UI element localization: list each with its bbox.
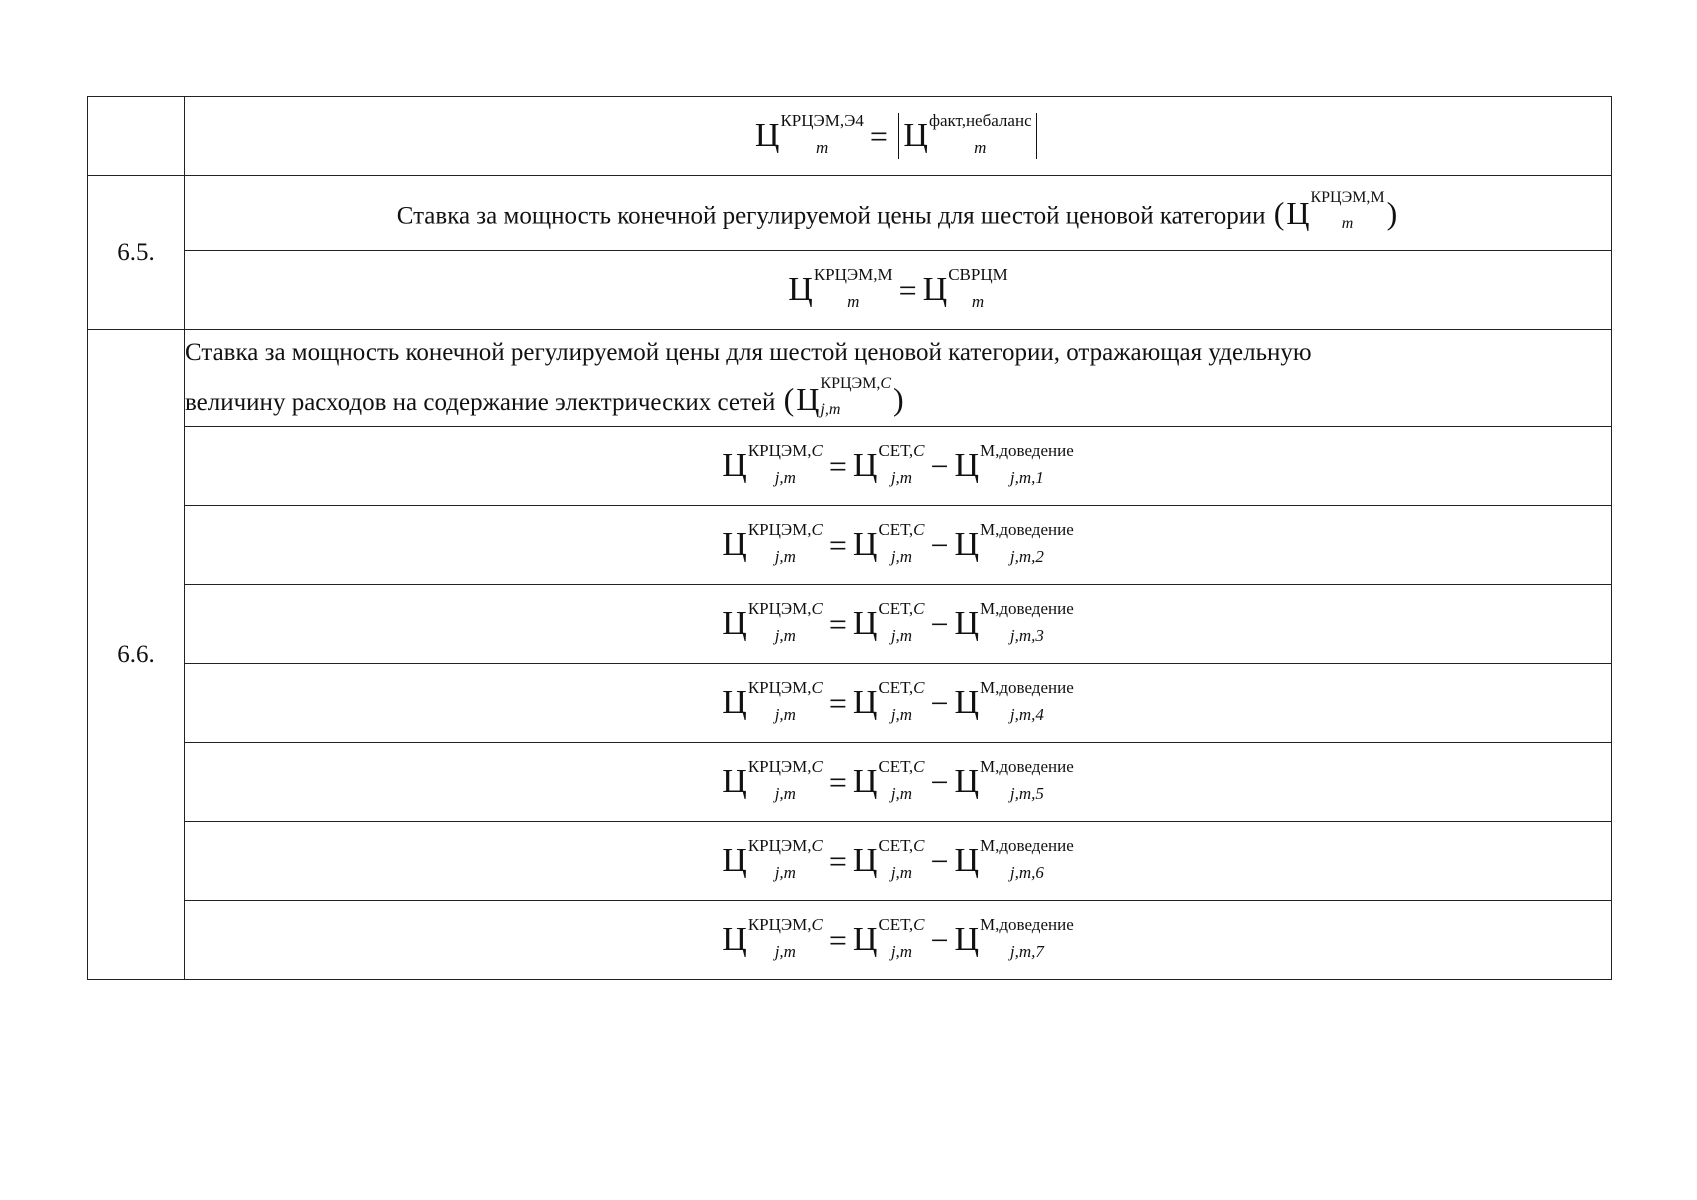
symbol-sup-var: C bbox=[913, 678, 925, 697]
symbol-sup: КРЦЭМ, bbox=[747, 441, 812, 460]
symbol-base: Ц bbox=[954, 605, 980, 642]
abs-bar-right bbox=[1036, 113, 1038, 159]
symbol-sup-var: C bbox=[811, 599, 823, 618]
tariff-table bbox=[87, 96, 1612, 980]
minus-sign: − bbox=[930, 763, 949, 800]
symbol-base: Ц bbox=[852, 526, 878, 563]
symbol-sub: j,m bbox=[890, 547, 913, 566]
equals-sign: = bbox=[828, 605, 847, 642]
symbol-sup-var: C bbox=[913, 520, 925, 539]
symbol-sub: j,m bbox=[774, 784, 796, 803]
symbol-sub: j,m bbox=[774, 863, 796, 882]
paren-open: ( bbox=[1273, 194, 1285, 231]
minus-sign: − bbox=[930, 921, 949, 958]
formula-6-6 bbox=[722, 915, 1074, 962]
symbol-sup-var: C bbox=[913, 836, 925, 855]
section-heading-6-5 bbox=[185, 176, 1612, 251]
symbol-sup: СЕТ, bbox=[878, 836, 914, 855]
symbol-sup: М,доведение bbox=[980, 757, 1074, 776]
symbol-sup: КРЦЭМ,М bbox=[1310, 189, 1385, 206]
paren-open: ( bbox=[783, 381, 795, 417]
formula-cell-6-6 bbox=[185, 585, 1612, 664]
formula-cell-6-6 bbox=[185, 743, 1612, 822]
symbol-sup: факт,небаланс bbox=[928, 111, 1032, 130]
symbol-base: Ц bbox=[796, 381, 820, 417]
symbol-sup-var: C bbox=[811, 757, 823, 776]
table-row bbox=[88, 427, 1612, 506]
symbol-sub: j,m,4 bbox=[1009, 705, 1044, 724]
symbol-sup: КРЦЭМ, bbox=[747, 599, 812, 618]
formula-cell-e4 bbox=[185, 97, 1612, 176]
symbol-sub: j,m bbox=[890, 705, 913, 724]
symbol-base: Ц bbox=[1286, 195, 1310, 231]
formula-cell-6-6 bbox=[185, 822, 1612, 901]
formula-6-6 bbox=[722, 599, 1074, 646]
symbol-base: Ц bbox=[954, 447, 980, 484]
symbol-rhs bbox=[903, 111, 1032, 158]
heading-text-line2: величину расходов на содержание электрических сетей bbox=[185, 389, 776, 416]
symbol-sup-var: C bbox=[880, 375, 891, 392]
symbol-sup-var: C bbox=[913, 915, 925, 934]
symbol-base: Ц bbox=[722, 447, 747, 484]
formula-cell-6-6 bbox=[185, 506, 1612, 585]
table-row bbox=[88, 743, 1612, 822]
symbol-sub: j,m,7 bbox=[1009, 942, 1044, 961]
table-row bbox=[88, 97, 1612, 176]
symbol-sub: m bbox=[1341, 215, 1354, 232]
symbol-sub: j,m bbox=[890, 468, 913, 487]
symbol-base: Ц bbox=[722, 526, 747, 563]
symbol-base: Ц bbox=[852, 605, 878, 642]
symbol-base: Ц bbox=[852, 684, 878, 721]
symbol-sub: j,m bbox=[890, 863, 913, 882]
symbol-sup: М,доведение bbox=[980, 441, 1074, 460]
formula-6-6 bbox=[722, 520, 1074, 567]
symbol-base: Ц bbox=[852, 763, 878, 800]
equals-sign: = bbox=[898, 271, 917, 308]
symbol-sup-var: C bbox=[811, 520, 823, 539]
table-row bbox=[88, 901, 1612, 980]
symbol-sup: М,доведение bbox=[980, 915, 1074, 934]
symbol-base: Ц bbox=[722, 763, 747, 800]
symbol-base: Ц bbox=[788, 271, 813, 308]
symbol-sup: М,доведение bbox=[980, 599, 1074, 618]
symbol-sub: j,m bbox=[890, 626, 913, 645]
symbol-base: Ц bbox=[722, 921, 747, 958]
symbol-sup: КРЦЭМ, bbox=[820, 375, 881, 392]
formula-6-6 bbox=[722, 757, 1074, 804]
formula-cell-6-6 bbox=[185, 664, 1612, 743]
symbol-sup-var: C bbox=[913, 599, 925, 618]
minus-sign: − bbox=[930, 526, 949, 563]
symbol-sup: КРЦЭМ, bbox=[747, 678, 812, 697]
formula-cell-6-6 bbox=[185, 427, 1612, 506]
symbol-base: Ц bbox=[852, 842, 878, 879]
formula-6-6 bbox=[722, 836, 1074, 883]
heading-text-line1: Ставка за мощность конечной регулируемой цены для шестой ценовой категории, отражающая удельную bbox=[185, 339, 1312, 366]
section-number: 6.5. bbox=[88, 176, 185, 330]
heading-symbol bbox=[782, 376, 906, 422]
equals-sign: = bbox=[828, 763, 847, 800]
symbol-sub: j,m bbox=[820, 401, 841, 418]
table-row bbox=[88, 664, 1612, 743]
symbol-base: Ц bbox=[903, 117, 928, 154]
symbol-sup-var: C bbox=[913, 757, 925, 776]
symbol-sup: КРЦЭМ, bbox=[747, 915, 812, 934]
symbol-sup: КРЦЭМ, bbox=[747, 520, 812, 539]
formula-cell-6-5 bbox=[185, 251, 1612, 330]
symbol-base: Ц bbox=[722, 842, 747, 879]
symbol-sub: j,m,5 bbox=[1009, 784, 1044, 803]
abs-bar-left bbox=[898, 113, 900, 159]
formula-e4 bbox=[755, 113, 1041, 159]
formula-6-6 bbox=[722, 678, 1074, 725]
formula-6-5 bbox=[788, 265, 1008, 312]
formula-cell-6-6 bbox=[185, 901, 1612, 980]
symbol-sup-var: C bbox=[913, 441, 925, 460]
symbol-sub: j,m bbox=[774, 626, 796, 645]
equals-sign: = bbox=[828, 447, 847, 484]
symbol-sup: КРЦЭМ, bbox=[747, 836, 812, 855]
symbol-sup: СЕТ, bbox=[878, 757, 914, 776]
symbol-base: Ц bbox=[954, 921, 980, 958]
symbol-sup: КРЦЭМ,М bbox=[813, 265, 893, 284]
equals-sign: = bbox=[828, 684, 847, 721]
symbol-sub: j,m bbox=[774, 942, 796, 961]
symbol-sup-var: C bbox=[811, 678, 823, 697]
symbol-sup: СВРЦМ bbox=[948, 265, 1008, 284]
symbol-sup-var: C bbox=[811, 915, 823, 934]
symbol-sub: m bbox=[847, 292, 860, 311]
symbol-base: Ц bbox=[754, 117, 780, 154]
equals-sign: = bbox=[828, 842, 847, 879]
symbol-sup: СЕТ, bbox=[878, 678, 914, 697]
row-number-empty bbox=[88, 97, 185, 176]
symbol-sub: j,m,2 bbox=[1009, 547, 1044, 566]
symbol-sup: М,доведение bbox=[980, 678, 1074, 697]
symbol-base: Ц bbox=[722, 684, 747, 721]
equals-sign: = bbox=[828, 526, 847, 563]
formula-6-6 bbox=[722, 441, 1074, 488]
symbol-sub: j,m bbox=[774, 547, 796, 566]
symbol-base: Ц bbox=[954, 526, 980, 563]
symbol-sub: j,m bbox=[774, 705, 796, 724]
section-heading-6-6 bbox=[185, 330, 1612, 427]
symbol-sub: j,m,1 bbox=[1009, 468, 1044, 487]
table-row bbox=[88, 822, 1612, 901]
symbol-sub: j,m,6 bbox=[1009, 863, 1044, 882]
heading-text: Ставка за мощность конечной регулируемой цены для шестой ценовой категории bbox=[396, 202, 1266, 230]
symbol-sup: М,доведение bbox=[980, 836, 1074, 855]
symbol-sup-var: C bbox=[811, 441, 823, 460]
equals-sign: = bbox=[869, 117, 888, 154]
symbol-sup: СЕТ, bbox=[878, 915, 914, 934]
minus-sign: − bbox=[930, 605, 949, 642]
symbol-sup: М,доведение bbox=[980, 520, 1074, 539]
symbol-sub: j,m bbox=[890, 942, 913, 961]
symbol-sub: j,m,3 bbox=[1009, 626, 1044, 645]
symbol-sub: m bbox=[974, 138, 987, 157]
equals-sign: = bbox=[828, 921, 847, 958]
symbol-sub: m bbox=[816, 138, 829, 157]
symbol-base: Ц bbox=[922, 271, 948, 308]
symbol-base: Ц bbox=[954, 684, 980, 721]
section-number: 6.6. bbox=[88, 330, 185, 980]
symbol-lhs bbox=[754, 111, 864, 158]
symbol-sup: СЕТ, bbox=[878, 520, 914, 539]
symbol-sup: СЕТ, bbox=[878, 599, 914, 618]
symbol-base: Ц bbox=[852, 447, 878, 484]
symbol-sub: j,m bbox=[890, 784, 913, 803]
symbol-base: Ц bbox=[954, 763, 980, 800]
symbol-base: Ц bbox=[954, 842, 980, 879]
minus-sign: − bbox=[930, 842, 949, 879]
symbol-base: Ц bbox=[722, 605, 747, 642]
table-row bbox=[88, 251, 1612, 330]
heading-symbol bbox=[1272, 189, 1400, 234]
symbol-sup: КРЦЭМ,Э4 bbox=[780, 111, 864, 130]
table-row bbox=[88, 585, 1612, 664]
paren-close: ) bbox=[893, 381, 904, 417]
minus-sign: − bbox=[930, 684, 949, 721]
table-row bbox=[88, 506, 1612, 585]
symbol-sub: j,m bbox=[774, 468, 796, 487]
table-row bbox=[88, 330, 1612, 427]
symbol-base: Ц bbox=[852, 921, 878, 958]
symbol-sup: КРЦЭМ, bbox=[747, 757, 812, 776]
paren-close: ) bbox=[1386, 194, 1398, 231]
symbol-sub: m bbox=[971, 292, 985, 311]
symbol-sup-var: C bbox=[811, 836, 823, 855]
symbol-sup: СЕТ, bbox=[878, 441, 914, 460]
table-row bbox=[88, 176, 1612, 251]
minus-sign: − bbox=[930, 447, 949, 484]
